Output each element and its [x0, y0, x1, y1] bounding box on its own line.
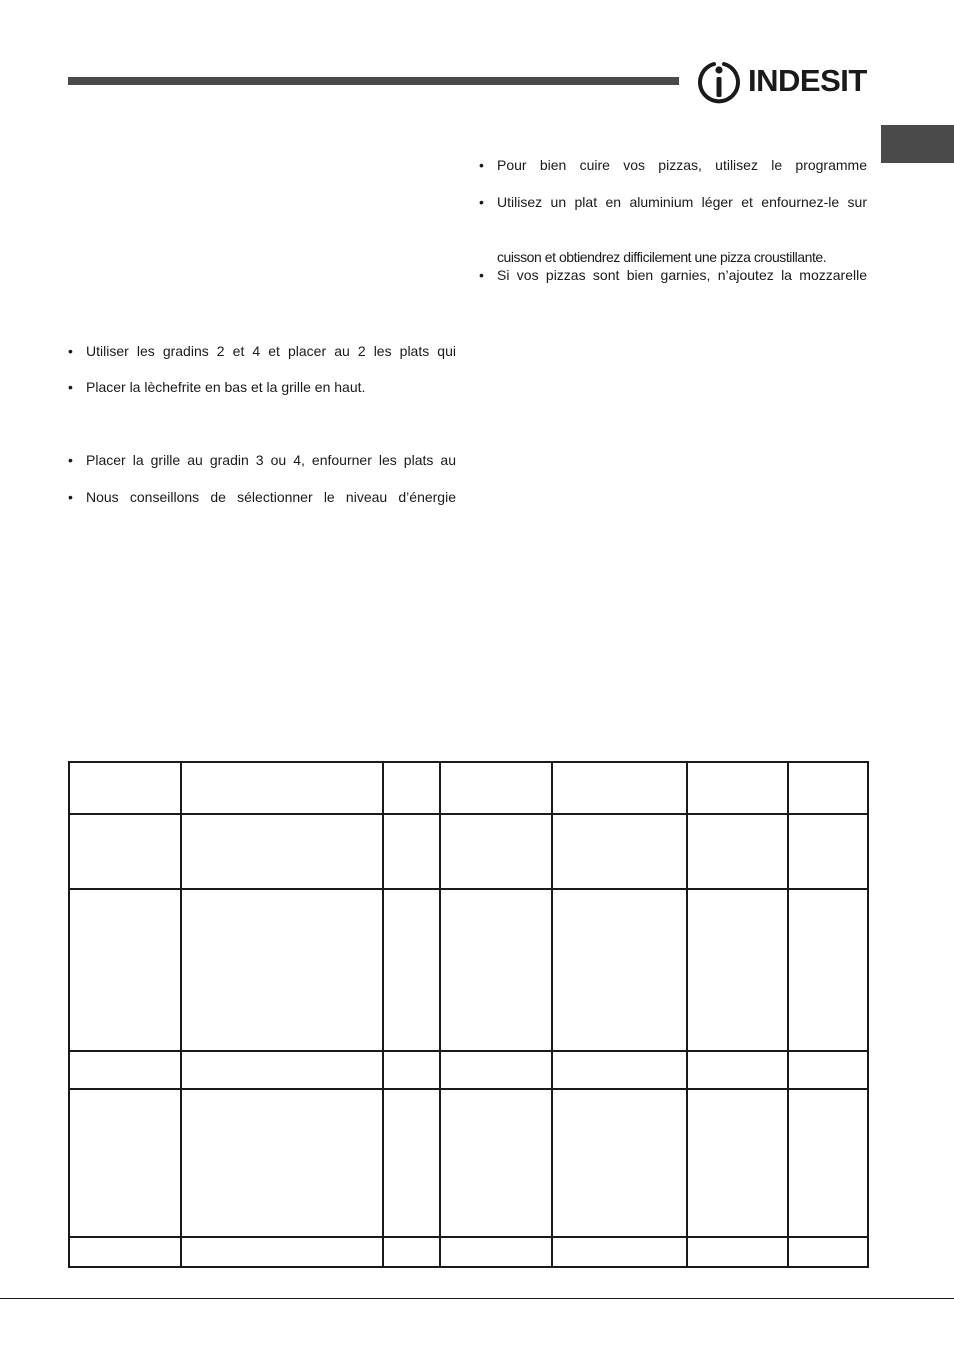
table-cell [788, 1051, 868, 1089]
table-cell [383, 889, 440, 1051]
list-item [68, 343, 456, 359]
table-cell [181, 1051, 383, 1089]
bullet-marker: • [68, 452, 73, 468]
table-cell [687, 1089, 788, 1237]
list-item [479, 194, 867, 210]
list-item-text: Pour bien cuire vos pizzas, utilisez le programme [497, 157, 867, 173]
table-cell [552, 1237, 687, 1267]
table-cell [552, 889, 687, 1051]
table-row [69, 814, 868, 889]
list-item-text: Nous conseillons de sélectionner le niveau d’énergie [86, 489, 456, 505]
table-cell [69, 1237, 181, 1267]
list-item [479, 157, 867, 173]
header-rule [68, 77, 679, 85]
brand-name: INDESIT [748, 63, 867, 98]
table-cell [440, 762, 552, 814]
table-cell [69, 889, 181, 1051]
table-cell [69, 1089, 181, 1237]
table-cell [788, 814, 868, 889]
footer-rule [0, 1298, 954, 1299]
bullet-marker: • [479, 157, 484, 173]
table-cell [552, 762, 687, 814]
table-row [69, 1089, 868, 1237]
table-cell [440, 1237, 552, 1267]
table-cell [181, 1237, 383, 1267]
table-cell [181, 1089, 383, 1237]
table-cell [383, 1089, 440, 1237]
table-cell [181, 814, 383, 889]
table-cell [181, 762, 383, 814]
continuation-text: cuisson et obtiendrez difficilement une pizza croustillante. [497, 249, 827, 265]
list-item [68, 452, 456, 468]
list-item [479, 267, 867, 283]
table-cell [687, 889, 788, 1051]
indesit-i-logo-icon [694, 58, 744, 106]
table-cell [687, 1237, 788, 1267]
list-item-text: Utiliser les gradins 2 et 4 et placer au 2 les plats qui [86, 343, 456, 359]
table-row [69, 1051, 868, 1089]
table-cell [552, 1051, 687, 1089]
table-cell [69, 814, 181, 889]
list-item [68, 379, 456, 395]
table-cell [687, 1051, 788, 1089]
table-row [69, 889, 868, 1051]
table-cell [383, 1237, 440, 1267]
table-row [69, 1237, 868, 1267]
table-cell [69, 762, 181, 814]
table-cell [788, 889, 868, 1051]
bullet-marker: • [68, 343, 73, 359]
table-cell [687, 762, 788, 814]
table-cell [181, 889, 383, 1051]
table-cell [383, 814, 440, 889]
cooking-table [68, 761, 869, 1268]
table-cell [440, 1089, 552, 1237]
table-cell [687, 814, 788, 889]
list-item-text: Utilisez un plat en aluminium léger et enfournez-le sur [497, 194, 867, 210]
bullet-marker: • [68, 489, 73, 505]
table-cell [440, 814, 552, 889]
table-cell [788, 762, 868, 814]
language-tab [881, 125, 954, 163]
table-cell [552, 1089, 687, 1237]
list-item-text: Placer la lèchefrite en bas et la grille en haut. [86, 379, 366, 395]
bullet-marker: • [68, 379, 73, 395]
list-item-text: Si vos pizzas sont bien garnies, n’ajoutez la mozzarelle [497, 267, 867, 283]
table-cell [788, 1089, 868, 1237]
table-cell [440, 1051, 552, 1089]
table-cell [383, 762, 440, 814]
table-cell [440, 889, 552, 1051]
table-cell [552, 814, 687, 889]
bullet-marker: • [479, 194, 484, 210]
list-item [68, 489, 456, 505]
table-cell [69, 1051, 181, 1089]
table-cell [788, 1237, 868, 1267]
brand-logo [694, 58, 870, 106]
bullet-marker: • [479, 267, 484, 283]
table-cell [383, 1051, 440, 1089]
list-item-text: Placer la grille au gradin 3 ou 4, enfourner les plats au [86, 452, 456, 468]
table-header-row [69, 762, 868, 814]
